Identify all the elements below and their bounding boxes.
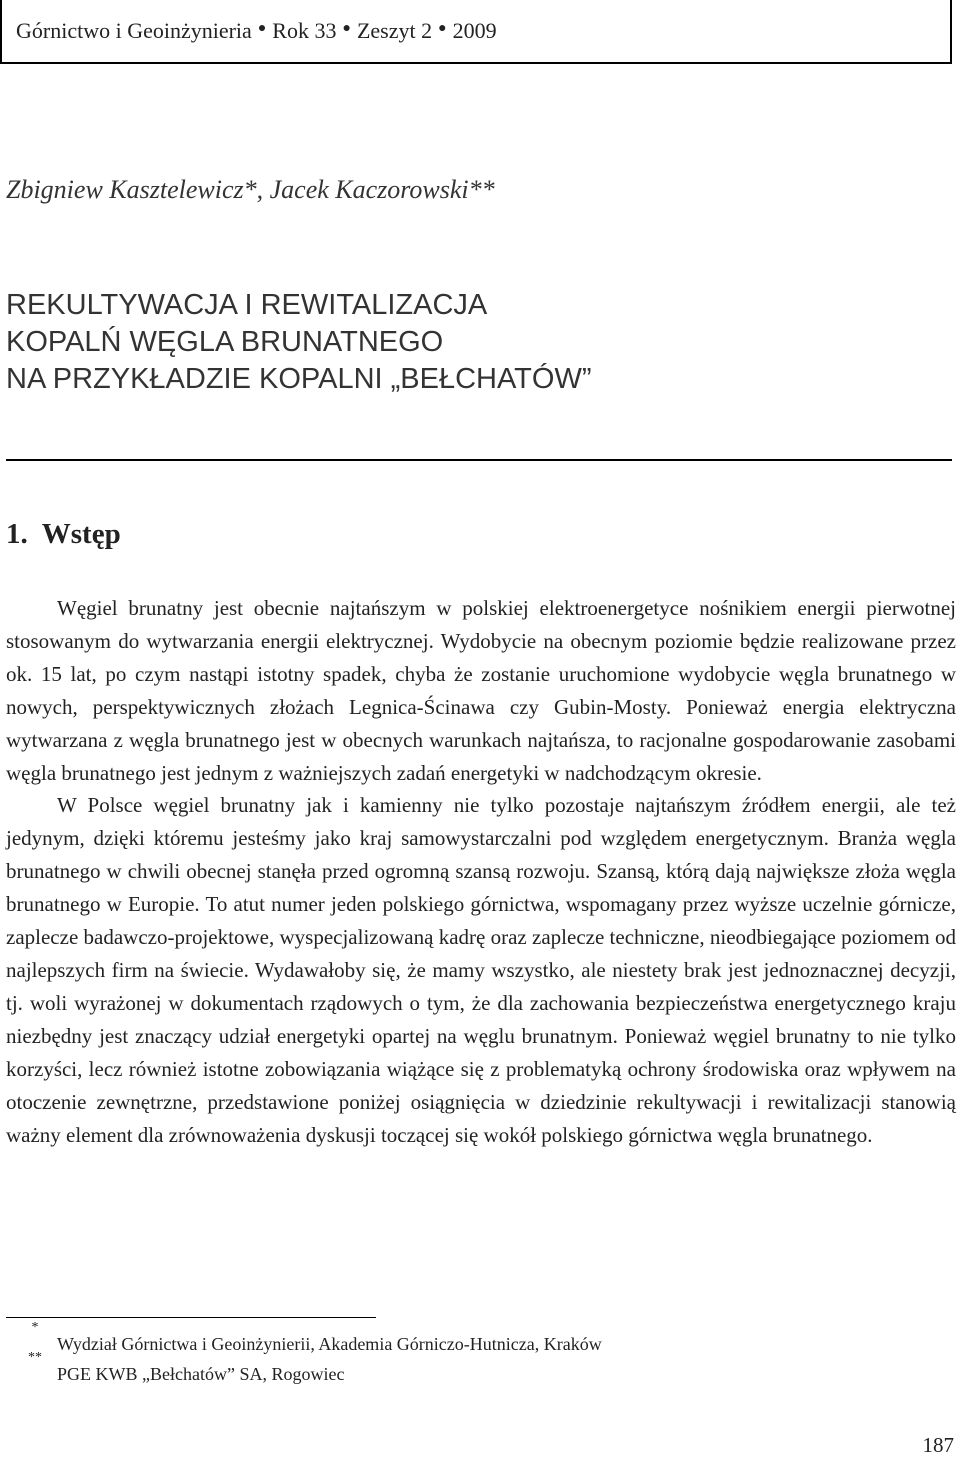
title-line: KOPALŃ WĘGLA BRUNATNEGO (6, 326, 444, 358)
paragraph: Węgiel brunatny jest obecnie najtańszym w polskiej elektroenergetyce nośnikiem energii pierwotnej stosowanym do wytwarzania energii elektrycznej. Wydobycie na obecnym poziomie będzie realizowane przez ok. 15 lat, po czym nastąpi istotny spadek, chyba że zostanie uruchomione wydobycie węgla brunatnego w nowych, perspektywicznych złożach Legnica-Ścinawa czy Gubin-Mosty. Ponieważ energia elektryczna wytwarzana z węgla brunatnego jest w obecnych warunkach najtańsza, to racjonalne gospodarowanie zasobami węgla brunatnego jest jednym z ważniejszych zadań energetyki w nadchodzącym okresie. (6, 596, 956, 785)
paragraph: W Polsce węgiel brunatny jak i kamienny nie tylko pozostaje najtańszym źródłem energii, ale też jedynym, dzięki któremu jesteśmy jako kraj samowystarczalni pod względem energetycznym. Branża węgla brunatnego w chwili obecnej stanęła przed ogromną szansą rozwoju. Szansą, którą dają największe złoża węgla brunatnego w Europie. To atut numer jeden polskiego górnictwa, wspomagany przez wyższe uczelnie górnicze, zaplecze badawczo-projektowe, wyspecjalizowaną kadrę oraz zaplecze techniczne, nieodbiegające poziomem od najlepszych firm na świecie. Wydawałoby się, że mamy wszystko, ale niestety brak jest jednoznacznej decyzji, tj. woli wyrażonej w dokumentach rządowych o tym, że dla zachowania bezpieczeństwa energetycznego kraju niezbędny jest znaczący udział energetyki opartej na węglu brunatnym. Ponieważ węgiel brunatny to nie tylko korzyści, lecz również istotne zobowiązania wiążące się z problematyką ochrony środowiska oraz wpływem na otoczenie zewnętrzne, przedstawione poniżej osiągnięcia w dziedzinie rekultywacji i rewitalizacji stanowią ważny element dla zrównoważenia dyskusji toczącej się wokół polskiego górnictwa węgla brunatnego. (6, 793, 956, 1147)
footnote-text: PGE KWB „Bełchatów” SA, Rogowiec (57, 1364, 345, 1384)
journal-issue: Zeszyt 2 (356, 18, 433, 43)
bullet-separator: ● (257, 21, 267, 36)
section-heading (6, 518, 121, 551)
section-number: 1. (6, 518, 28, 550)
bullet-separator: ● (438, 21, 447, 36)
title-line: REKULTYWACJA I REWITALIZACJA (6, 289, 488, 321)
article-body (6, 592, 956, 1151)
bullet-separator: ● (342, 21, 351, 36)
title-line: NA PRZYKŁADZIE KOPALNI „BEŁCHATÓW” (6, 363, 592, 395)
article-title (6, 287, 906, 398)
publication-year: 2009 (452, 18, 497, 43)
footnote-text: Wydział Górnictwa i Geoinżynierii, Akademia Górniczo-Hutnicza, Kraków (57, 1334, 602, 1354)
footnote-mark: ** (28, 1350, 42, 1365)
author-line: Zbigniew Kasztelewicz*, Jacek Kaczorowski** (6, 175, 495, 204)
page-number: 187 (922, 1433, 954, 1457)
section-title: Wstęp (41, 518, 121, 550)
running-header (0, 0, 952, 64)
journal-name: Górnictwo i Geoinżynieria (16, 18, 252, 43)
footnote-divider (6, 1317, 376, 1318)
title-divider (6, 459, 952, 461)
footnote-mark: * (31, 1320, 39, 1335)
journal-year: Rok 33 (272, 18, 337, 43)
